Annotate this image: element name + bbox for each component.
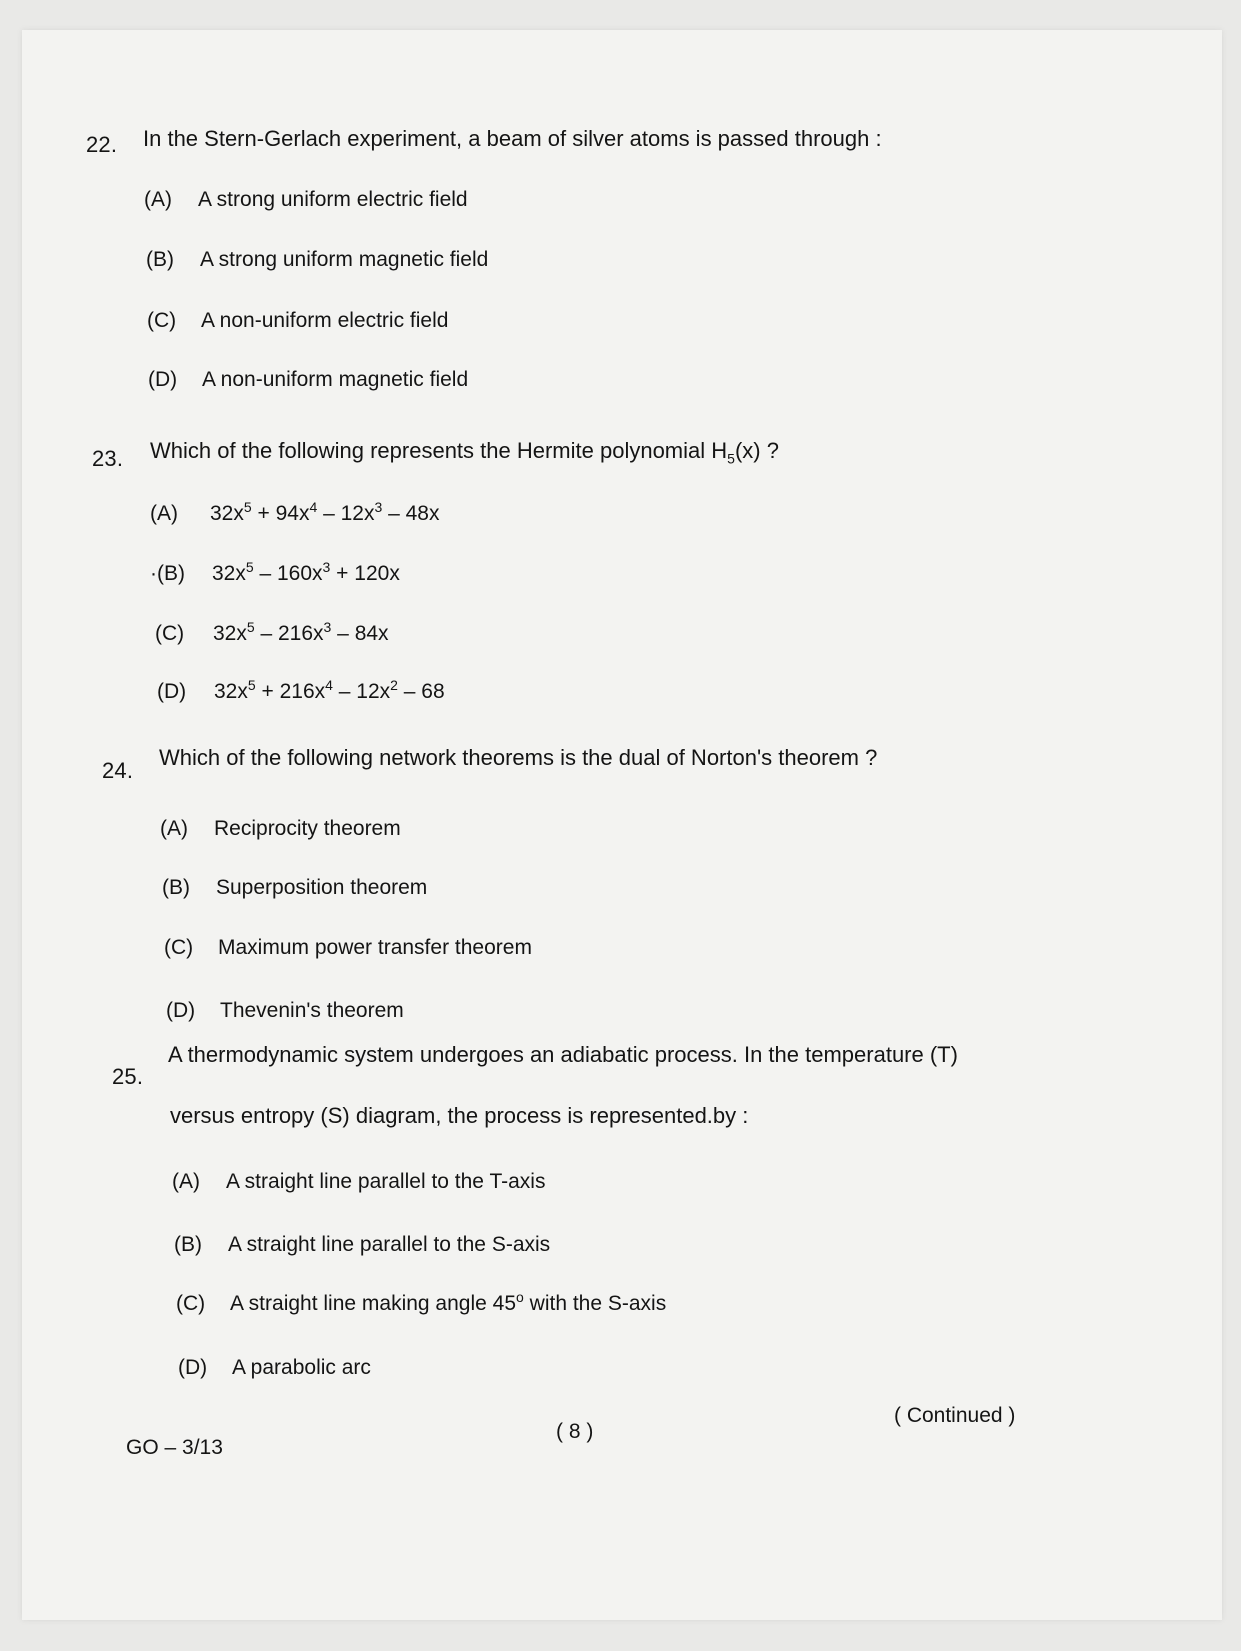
option-label: (A) — [150, 502, 178, 525]
option-label: (D) — [178, 1356, 208, 1379]
question-25-number: 25. — [112, 1064, 144, 1089]
question-24-option-a — [160, 817, 401, 841]
question-25-option-d — [178, 1356, 371, 1380]
question-23-text — [150, 438, 779, 467]
option-formula: $32x^5 + 216x^4 - 12x^2 - 68$ — [214, 677, 445, 703]
question-22-option-c — [147, 309, 448, 333]
question-25-option-a — [172, 1170, 545, 1194]
option-label: (D) — [148, 368, 178, 391]
footer-page-number: ( 8 ) — [556, 1420, 594, 1443]
option-label: (C) — [176, 1292, 206, 1315]
question-22-number: 22. — [86, 132, 118, 157]
question-23-option-c — [155, 619, 389, 646]
option-text: Thevenin's theorem — [220, 999, 404, 1022]
question-24-option-c — [164, 936, 532, 960]
option-text: A straight line making angle 45$^o$ with the S-axis — [230, 1289, 667, 1315]
option-label: (A) — [172, 1170, 200, 1193]
question-25-option-b — [174, 1233, 550, 1257]
footer-continued: ( Continued ) — [894, 1404, 1016, 1427]
footer-code: GO – 3/13 — [126, 1436, 223, 1459]
option-formula: $32x^5 + 94x^4 - 12x^3 - 48x$ — [210, 499, 440, 525]
question-22-text: In the Stern-Gerlach experiment, a beam of silver atoms is passed through : — [143, 126, 882, 151]
option-label: (B) — [162, 876, 190, 899]
option-text: Superposition theorem — [216, 876, 428, 899]
question-25-option-c — [176, 1289, 667, 1316]
option-text: A non-uniform magnetic field — [202, 368, 469, 391]
question-24-text: Which of the following network theorems is the dual of Norton's theorem ? — [159, 745, 878, 770]
option-text: A strong uniform electric field — [198, 188, 468, 211]
option-label: (B) — [146, 248, 174, 271]
question-24-option-d — [166, 999, 404, 1023]
option-text: A non-uniform electric field — [201, 309, 449, 332]
option-label: (C) — [155, 622, 185, 645]
question-23-option-a — [150, 499, 440, 526]
question-23-text-end: (x) ? — [734, 438, 779, 463]
option-label: (A) — [160, 817, 188, 840]
option-text: Maximum power transfer theorem — [218, 936, 532, 959]
option-text: A parabolic arc — [232, 1356, 371, 1379]
question-23-number: 23. — [92, 446, 124, 471]
question-24-number: 24. — [102, 758, 134, 783]
option-label: (A) — [144, 188, 172, 211]
option-formula: $32x^5 - 216x^3 - 84x$ — [213, 619, 389, 645]
option-label: (B) — [174, 1233, 202, 1256]
question-25-text-line2: versus entropy (S) diagram, the process is represented.by : — [170, 1103, 749, 1128]
option-label: (D) — [157, 680, 187, 703]
option-text: A straight line parallel to the T-axis — [226, 1170, 546, 1193]
question-25-text-line1: A thermodynamic system undergoes an adiabatic process. In the temperature (T) — [168, 1042, 958, 1067]
option-label: ·(B) — [150, 562, 185, 585]
question-23-option-b — [150, 559, 400, 586]
question-24-option-b — [162, 876, 427, 900]
question-23-option-d — [157, 677, 445, 704]
option-label: (D) — [166, 999, 196, 1022]
option-text: Reciprocity theorem — [214, 817, 401, 840]
question-22-option-b — [146, 248, 488, 272]
option-label: (C) — [164, 936, 194, 959]
question-23-subscript: 5 — [727, 450, 735, 467]
question-22-option-a — [144, 188, 468, 212]
option-label: (C) — [147, 309, 177, 332]
option-text: A straight line parallel to the S-axis — [228, 1233, 551, 1256]
option-formula: $32x^5 - 160x^3 + 120x$ — [212, 559, 400, 585]
question-22-option-d — [148, 368, 468, 392]
question-23-text-main: Which of the following represents the Hermite polynomial H — [150, 438, 728, 463]
option-text: A strong uniform magnetic field — [200, 248, 489, 271]
